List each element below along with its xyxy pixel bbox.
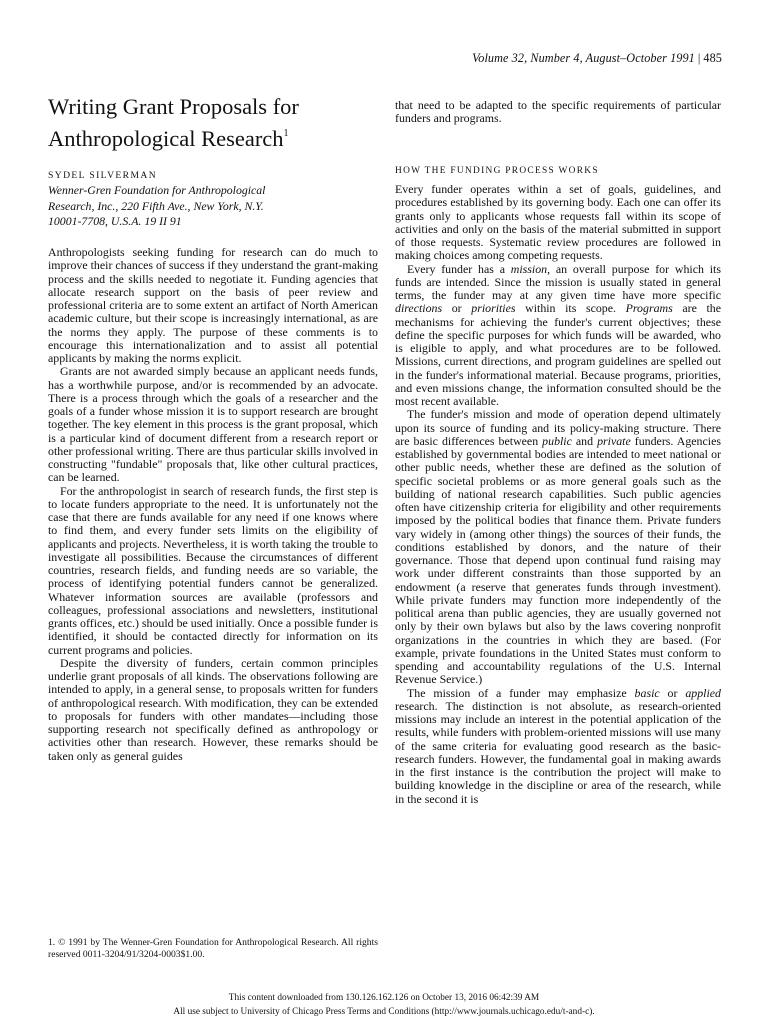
term-basic: basic (634, 685, 660, 700)
paragraph: Despite the diversity of funders, certain common principles underlie grant proposals of all kinds. The observations following are intended to apply, in a general sense, to proposals written for funders of anthropological research. With modification, they can be extended to proposals for funders with other mandates—including those supporting research not specifically defined as anthropology or activities other than research. However, these remarks should be taken only as general guides (48, 655, 378, 763)
term-private: private (597, 433, 631, 448)
term-applied: applied (685, 685, 721, 700)
affiliation-line-1: Wenner-Gren Foundation for Anthropological (48, 183, 266, 197)
title-line-2: Anthropological Research (48, 126, 284, 151)
section-heading: HOW THE FUNDING PROCESS WORKS (395, 166, 599, 176)
paragraph: The mission of a funder may emphasize basic or applied research. The distinction is not absolute, as research-oriented missions may include an interest in the potential application of the results, while funders with problem-oriented missions will use many of the same criteria for evaluating good research as the basic-research funders. However, the fundamental goal in making awards in the first instance is the contribution the project will make to building knowledge in the discipline or area of the research, while in the second it is (395, 685, 721, 806)
title-line-1: Writing Grant Proposals for (48, 94, 299, 119)
journal-issue-info: Volume 32, Number 4, August–October 1991 (472, 51, 695, 65)
left-column-body (48, 246, 378, 763)
term-mission: mission (510, 261, 548, 276)
paragraph: Grants are not awarded simply because an applicant needs funds, has a worthwhile purpose, and/or is recommended by an advocate. There is a process through which the goals of a researcher and the goals of a funder whose mission it is to support research are brought together. The key element in this process is the grant proposal, which is a particular kind of document different from a research report or other professional writing. There are thus particular skills involved in constructing "fundable" proposals that, like other cultural practices, can be learned. (48, 364, 378, 485)
paragraph: Every funder operates within a set of goals, guidelines, and procedures established by its governing body. Each one can offer its grants only to applicants whose requests fall within its scope of activities and only on the basis of the material submitted in support of those requests. Systematic review procedures are followed in making choices among competing requests. (395, 182, 721, 263)
download-notice: This content downloaded from 130.126.162.126 on October 13, 2016 06:42:39 AM (228, 993, 540, 1003)
footnote: 1. © 1991 by The Wenner-Gren Foundation for Anthropological Research. All rights reserved 0011-3204/91/3204-0003$1.00. (48, 937, 378, 960)
term-priorities: priorities (471, 301, 516, 316)
affiliation-line-3: 10001-7708, U.S.A. 19 II 91 (48, 214, 182, 228)
paragraph: that need to be adapted to the specific requirements of particular funders and programs. (395, 98, 721, 126)
term-public: public (542, 433, 572, 448)
term-directions: directions (395, 301, 443, 316)
paragraph: Every funder has a mission, an overall purpose for which its funds are intended. Since the mission is usually stated in general terms, the funder may at any given time have more specific directions or priorities within its scope. Programs are the mechanisms for achieving the funder's current objectives; these define the specific purposes for which funds will be awarded, who is eligible to apply, and what procedures are to be followed. Missions, current directions, and program guidelines are spelled out in the funder's informational material. Because programs, priorities, and even missions change, the information consulted should be the most recent available. (395, 261, 721, 408)
page-number: 485 (703, 51, 722, 65)
terms-notice: All use subject to University of Chicago Press Terms and Conditions (http://www.journals.uchicago.edu/t-and-c). (173, 1006, 595, 1017)
paragraph: The funder's mission and mode of operation depend ultimately upon its source of funding and its policy-making structure. There are basic differences between public and private funders. Agencies established by governmental bodies are intended to meet national or other public needs, whether these are defined as the solution of specific societal problems or as more general goals such as the building of national research capabilities. Such public agencies often have citizenship criteria for eligibility and other requirements imposed by the political bodies that finance them. Private funders vary widely in (among other things) the sources of their funds, the conditions established by donors, and the nature of their governance. Those that depend upon continual fund raising may work under different constraints than those supported by an endowment (a reserve that generates funds through investment). While private funders may function more independently of the political arena than public agencies, they are usually governed not only by their own bylaws but also by the laws covering nonprofit organizations in the countries in which they are based. (For example, private foundations in the United States must conform to spending and accountability regulations of the U.S. Internal Revenue Service.) (395, 407, 721, 687)
affiliation-line-2: Research, Inc., 220 Fifth Ave., New York, N.Y. (48, 198, 264, 213)
author-name: SYDEL SILVERMAN (48, 170, 158, 181)
right-column-continuation (395, 99, 721, 126)
paragraph: For the anthropologist in search of research funds, the first step is to locate funders appropriate to the need. It is unfortunately not the case that there are funds available for any need if one knows where to find them, and every funder sets limits on the eligibility of applicants and projects. Nevertheless, it is worth taking the trouble to investigate all possibilities. Because the circumstances of different countries, research fields, and funding needs are so variable, the process of identifying potential funders cannot be generalized. Whatever information sources are available (professors and colleagues, professional associations and newsletters, institutional grants offices, etc.) should be used initially. Once a possible funder is identified, it should be contacted directly for information on its current programs and policies. (48, 483, 378, 657)
running-head-separator: | (697, 51, 701, 65)
paragraph: Anthropologists seeking funding for research can do much to improve their chances of success if they understand the grant-making process and the skills needed to negotiate it. Funding agencies that allocate research support on the basis of peer review and professional criteria are to some extent an artifact of North American academic culture, but their scope is increasingly international, as are the norms they apply. The purpose of these comments is to encourage this internationalization and to assist all potential applicants by making the norms explicit. (48, 245, 378, 365)
download-footer (0, 992, 768, 1019)
running-head (472, 51, 722, 66)
right-column-body (395, 183, 721, 806)
term-programs: Programs (625, 301, 673, 316)
title-footnote-marker: 1 (283, 128, 289, 139)
author-affiliation (48, 183, 378, 230)
article-title (48, 93, 378, 152)
